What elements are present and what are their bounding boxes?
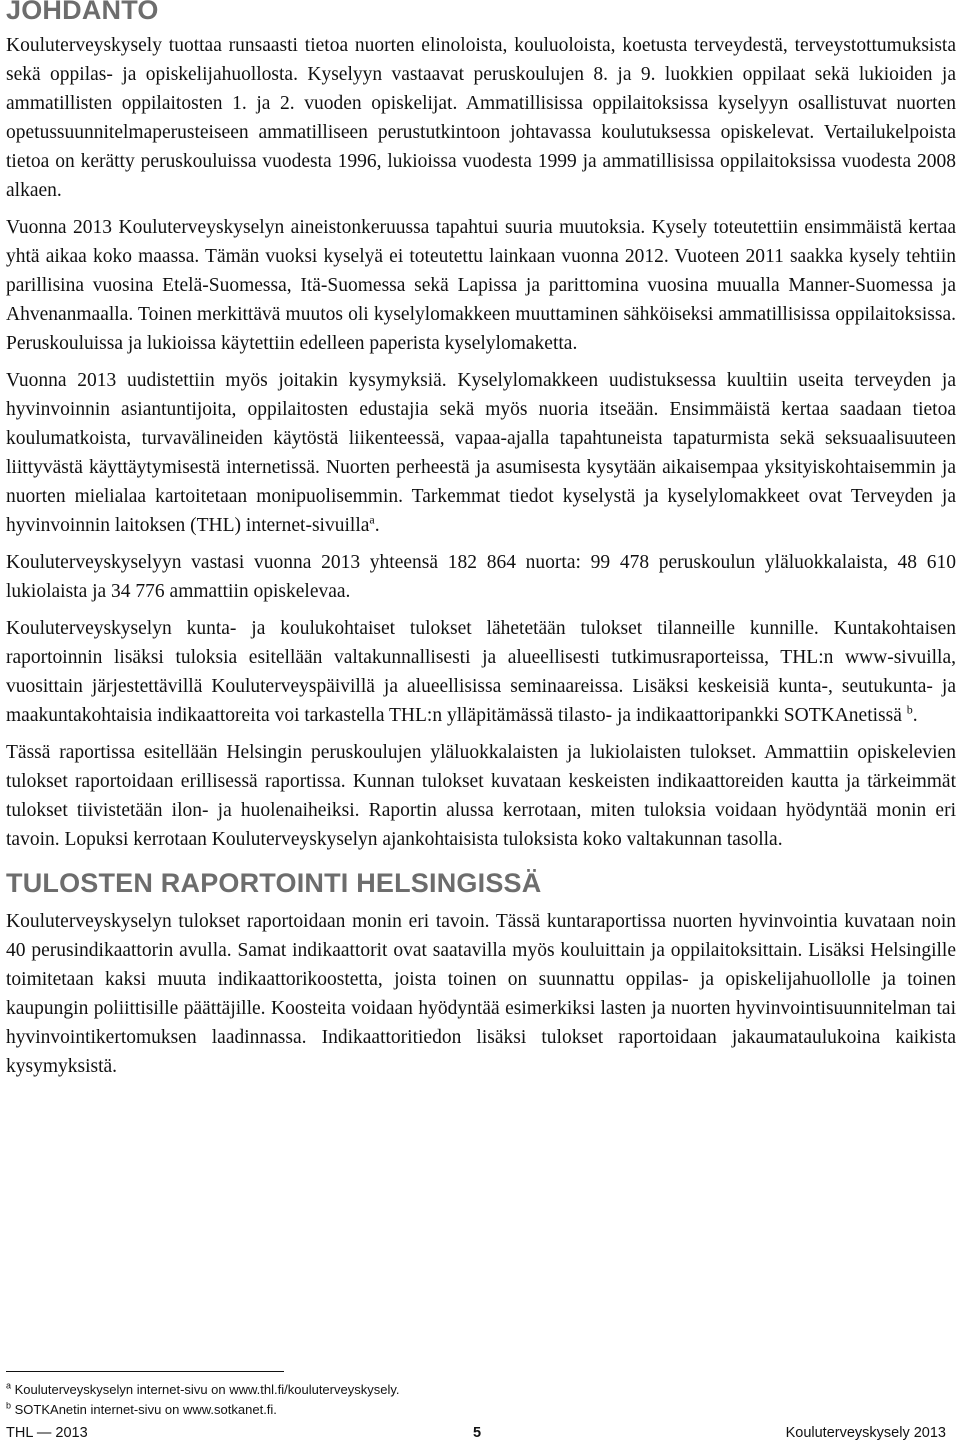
paragraph-this-report xyxy=(6,738,956,854)
footnote-ref-b: b xyxy=(906,702,913,717)
footer-report-title: Kouluterveyskysely 2013 xyxy=(785,1425,946,1441)
paragraph-text: Tässä raportissa esitellään Helsingin peruskoulujen yläluokkalaisten ja lukiolaisten tulokset. Ammattiin opiskelevien tulokset raportoidaan erillisessä raportissa. Kunnan tulokset kuvataan keskeisten indikaattoreiden kautta ja tärkeimmät tulokset tiivistetään ilon- ja huolenaiheiksi. Raportin alussa kerrotaan, miten tuloksia voidaan hyödyntää monin eri tavoin. Lopuksi kerrotaan Kouluterveyskyselyn ajankohtaisista tuloksista koko valtakunnan tasolla. xyxy=(6,742,956,850)
paragraph-respondents xyxy=(6,548,956,606)
page-footer xyxy=(6,1425,946,1441)
paragraph-text: Kouluterveyskysely tuottaa runsaasti tietoa nuorten elinoloista, kouluoloista, koetusta terveydestä, terveystottumuksista sekä oppilas- ja opiskelijahuollosta. Kyselyyn vastaavat peruskoulujen 8. ja 9. luokkien oppilaat sekä lukioiden ja ammatillisten oppilaitosten 1. ja 2. vuoden opiskelijat. Ammatillisissa oppilaitoksissa kyselyyn osallistuvat nuorten opetussuunnitelmaperusteiseen ammatilliseen perustutkintoon johtavassa koulutuksessa opiskelevat. Vertailukelpoista tietoa on kerätty peruskouluissa vuodesta 1996, lukioissa vuodesta 1999 ja ammatillisissa oppilaitoksissa vuodesta 2008 alkaen. xyxy=(6,35,956,201)
footnote-a xyxy=(6,1380,400,1400)
sentence-end: . xyxy=(374,515,380,536)
footnote-divider xyxy=(6,1371,284,1372)
paragraph-text: Vuonna 2013 uudistettiin myös joitakin kysymyksiä. Kyselylomakkeen uudistuksessa kuultiin useita terveyden ja hyvinvoinnin asiantuntijoita, oppilaitosten edustajia sekä myös nuoria itseään. Ensimmäistä kertaa saadaan tietoa koulumatkoista, turvavälineiden käytöstä liikenteessä, vapaa-ajalla tapahtuneista tapaturmista sekä seksuaalisuuteen liittyvästä käyttäytymisestä internetissä. Nuorten perheestä ja asumisesta kysytään aikaisempaa yksityiskohtaisemmin ja nuorten mielialaa kartoitetaan monipuolisemmin. Tarkemmat tiedot kyselystä ja kyselylomakkeet ovat Terveyden ja hyvinvoinnin laitoksen (THL) internet-sivuilla xyxy=(6,370,956,536)
footnotes xyxy=(6,1380,400,1420)
paragraph-text: Vuonna 2013 Kouluterveyskyselyn aineistonkeruussa tapahtui suuria muutoksia. Kysely toteutettiin ensimmäistä kertaa yhtä aikaa koko maassa. Tämän vuoksi kyselyä ei toteutettu lainkaan vuonna 2012. Vuoteen 2011 saakka kysely tehtiin parillisina vuosina Etelä-Suomessa, Itä-Suomessa sekä Lapissa ja parittomina vuosina muualla Manner-Suomessa ja Ahvenanmaalla. Toinen merkittävä muutos oli kyselylomakkeen muuttaminen sähköiseksi ammatillisissa oppilaitoksissa. Peruskouluissa ja lukioissa käytettiin edelleen paperista kyselylomaketta. xyxy=(6,217,956,354)
footnote-mark: a xyxy=(6,1380,12,1391)
footnote-text: Kouluterveyskyselyn internet-sivu on www.thl.fi/kouluterveyskysely. xyxy=(11,1382,400,1397)
paragraph-data-collection xyxy=(6,213,956,358)
page-number: 5 xyxy=(473,1425,482,1441)
footnote-mark: b xyxy=(6,1400,12,1411)
paragraph-text: Kouluterveyskyselyn kunta- ja koulukohtaiset tulokset lähetetään tulokset tilanneille kunnille. Kuntakohtaisen raportoinnin lisäksi tuloksia esitellään valtakunnallisesti ja alueellisesti tutkimusraporteissa, THL:n www-sivuilla, vuosittain järjestettävillä Kouluterveyspäivillä ja alueellisissa seminaareissa. Lisäksi keskeisiä kunta-, seutukunta- ja maakuntakohtaisia indikaattoreita voi tarkastella THL:n ylläpitämässä tilasto- ja indikaattoripankki SOTKAnetissä xyxy=(6,618,956,726)
paragraph-questions xyxy=(6,366,956,540)
paragraph-intro xyxy=(6,31,956,205)
footnote-b xyxy=(6,1400,400,1420)
footnote-text: SOTKAnetin internet-sivu on www.sotkanet.fi. xyxy=(11,1402,277,1417)
footnote-ref-a: a xyxy=(369,512,375,527)
sentence-end: . xyxy=(912,705,918,726)
section-heading-helsinki: TULOSTEN RAPORTOINTI HELSINGISSÄ xyxy=(6,868,542,898)
document-page xyxy=(6,0,956,1081)
section-heading-johdanto: JOHDANTO xyxy=(6,0,159,25)
paragraph-helsinki-reporting xyxy=(6,907,956,1081)
paragraph-text: Kouluterveyskyselyyn vastasi vuonna 2013 yhteensä 182 864 nuorta: 99 478 peruskoulun yläluokkalaista, 48 610 lukiolaista ja 34 776 ammattiin opiskelevaa. xyxy=(6,552,956,602)
paragraph-text: Kouluterveyskyselyn tulokset raportoidaan monin eri tavoin. Tässä kuntaraportissa nuorten hyvinvointia kuvataan noin 40 perusindikaattorin avulla. Samat indikaattorit ovat saatavilla myös kouluittain ja oppilaitoksittain. Lisäksi Helsingille toimitetaan kaksi muuta indikaattorikoostetta, joista toinen on suunnattu oppilas- ja opiskelijahuollolle ja toinen kaupungin poliittisille päättäjille. Koosteita voidaan hyödyntää esimerkiksi lasten ja nuorten hyvinvointisuunnitelman tai hyvinvointikertomuksen laadinnassa. Indikaattoritiedon lisäksi tulokset raportoidaan jakaumataulukoina kaikista kysymyksistä. xyxy=(6,911,956,1077)
paragraph-reporting xyxy=(6,614,956,730)
footer-publisher: THL — 2013 xyxy=(6,1425,88,1441)
